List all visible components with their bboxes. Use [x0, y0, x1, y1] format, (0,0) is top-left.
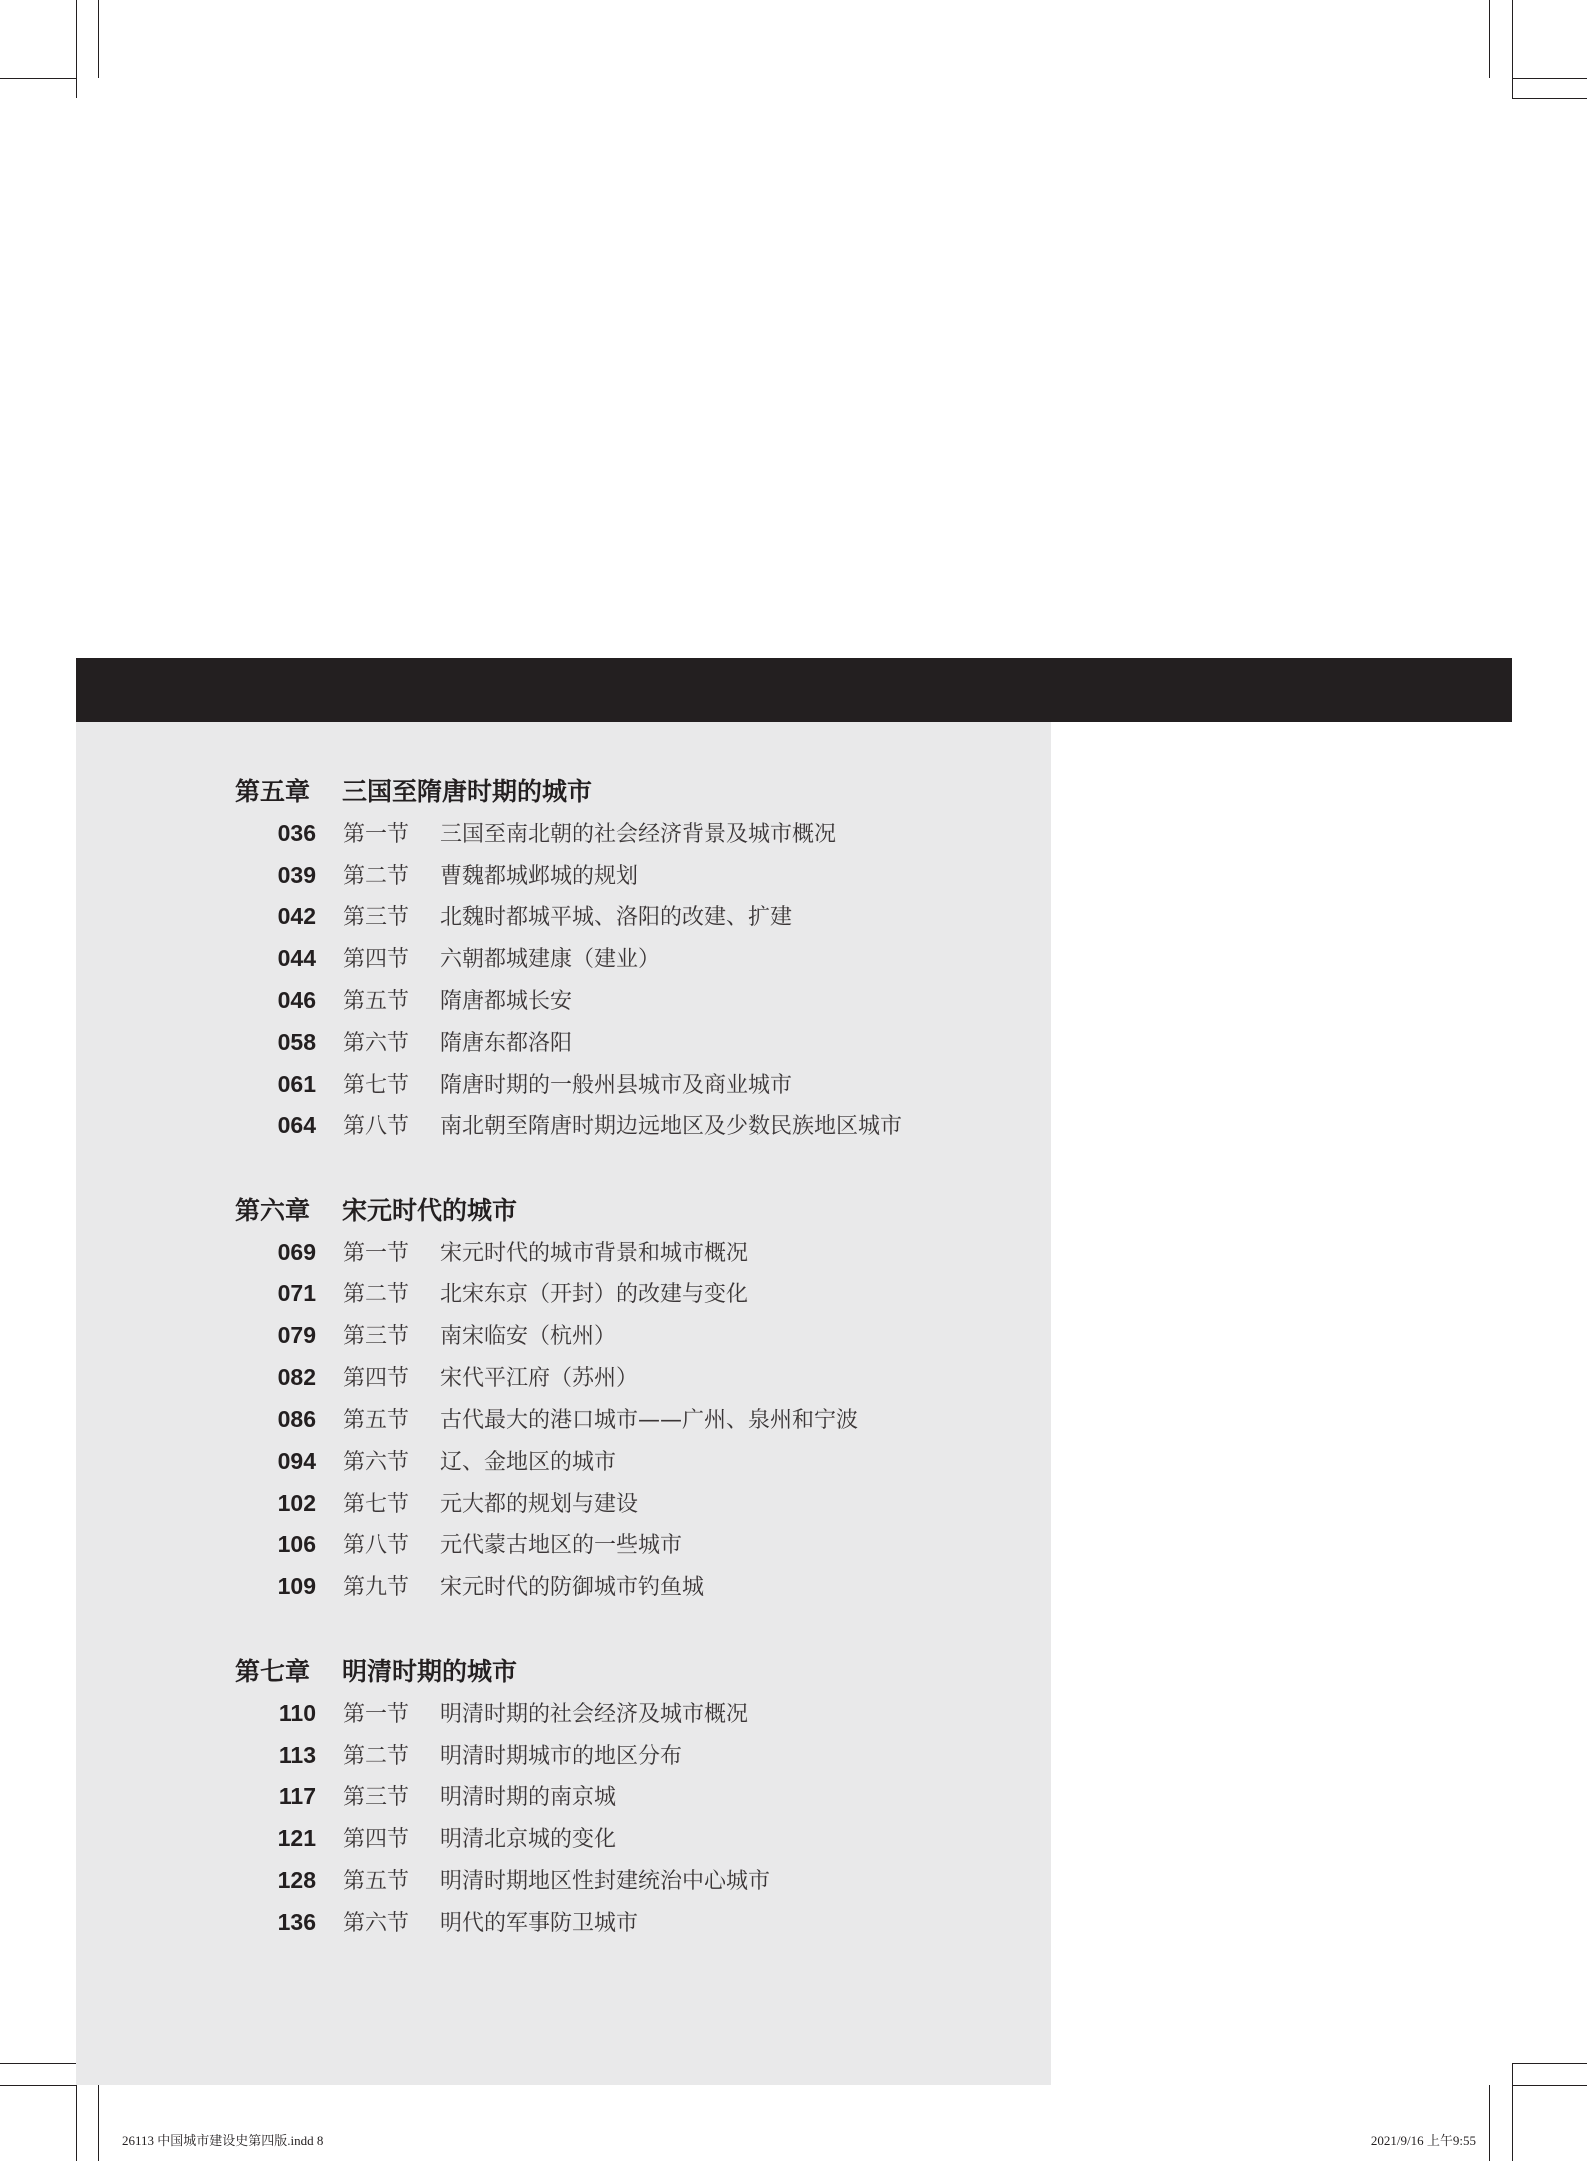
page-number: 082 — [277, 1364, 316, 1390]
toc-entry[interactable] — [200, 1404, 858, 1434]
section-number: 第四节 — [343, 947, 410, 972]
section-number: 第六节 — [343, 1911, 410, 1936]
toc-entry[interactable] — [200, 1069, 792, 1099]
toc-entry[interactable] — [200, 1027, 572, 1057]
page-number: 069 — [277, 1239, 316, 1265]
section-number: 第二节 — [343, 1744, 410, 1769]
section-title: 南北朝至隋唐时期边远地区及少数民族地区城市 — [440, 1114, 903, 1139]
section-number: 第五节 — [343, 1869, 410, 1894]
section-title: 明清时期的社会经济及城市概况 — [440, 1702, 749, 1727]
section-title: 宋元时代的城市背景和城市概况 — [440, 1241, 749, 1266]
section-number: 第四节 — [343, 1827, 410, 1852]
section-title: 宋代平江府（苏州） — [440, 1366, 639, 1391]
toc-entry[interactable] — [200, 1781, 616, 1811]
section-title: 曹魏都城邺城的规划 — [440, 864, 639, 889]
toc-entry[interactable] — [200, 860, 638, 890]
section-title: 元代蒙古地区的一些城市 — [440, 1533, 683, 1558]
section-title: 元大都的规划与建设 — [440, 1492, 639, 1517]
toc-entry[interactable] — [200, 1237, 748, 1267]
toc-entry[interactable] — [200, 1362, 638, 1392]
footer-file-label: 26113 中国城市建设史第四版.indd 8 — [122, 2133, 324, 2148]
section-number: 第五节 — [343, 1408, 410, 1433]
section-title: 南宋临安（杭州） — [440, 1324, 617, 1349]
toc-entry[interactable] — [200, 1278, 748, 1308]
section-number: 第六节 — [343, 1450, 410, 1475]
chapter-number: 第六章 — [235, 1196, 311, 1225]
toc-entry[interactable] — [200, 1740, 682, 1770]
section-title: 明清北京城的变化 — [440, 1827, 617, 1852]
chapter-title — [235, 1196, 517, 1226]
toc-entry[interactable] — [200, 1110, 902, 1140]
page-number: 102 — [277, 1490, 316, 1516]
section-title: 三国至南北朝的社会经济背景及城市概况 — [440, 822, 837, 847]
toc-entry[interactable] — [200, 1488, 638, 1518]
chapter-title — [235, 1657, 517, 1687]
toc-entry[interactable] — [200, 1571, 704, 1601]
page-number: 110 — [278, 1700, 316, 1726]
chapter-title — [235, 777, 592, 807]
page-number: 061 — [277, 1071, 316, 1097]
section-title: 辽、金地区的城市 — [440, 1450, 617, 1475]
page-number: 039 — [277, 862, 316, 888]
section-title: 隋唐都城长安 — [440, 989, 573, 1014]
section-title: 明代的军事防卫城市 — [440, 1911, 639, 1936]
section-title: 明清时期的南京城 — [440, 1785, 617, 1810]
section-number: 第五节 — [343, 989, 410, 1014]
section-title: 宋元时代的防御城市钓鱼城 — [440, 1575, 705, 1600]
section-number: 第一节 — [343, 1241, 410, 1266]
section-number: 第三节 — [343, 905, 410, 930]
page-number: 094 — [277, 1448, 316, 1474]
section-number: 第四节 — [343, 1366, 410, 1391]
footer-timestamp: 2021/9/16 上午9:55 — [1370, 2133, 1476, 2148]
section-number: 第三节 — [343, 1324, 410, 1349]
page-number: 109 — [277, 1573, 316, 1599]
chapter-name: 三国至隋唐时期的城市 — [342, 777, 593, 806]
page-number: 106 — [277, 1531, 316, 1557]
toc-entry[interactable] — [200, 1865, 770, 1895]
section-number: 第一节 — [343, 822, 410, 847]
toc-entry[interactable] — [200, 901, 792, 931]
page-number: 058 — [277, 1029, 316, 1055]
page-number: 086 — [277, 1406, 316, 1432]
toc-entry[interactable] — [200, 818, 836, 848]
chapter-name: 明清时期的城市 — [342, 1657, 518, 1686]
page-number: 079 — [277, 1322, 316, 1348]
section-title: 北宋东京（开封）的改建与变化 — [440, 1282, 749, 1307]
section-number: 第八节 — [343, 1114, 410, 1139]
page-number: 113 — [278, 1742, 316, 1768]
page-number: 042 — [277, 903, 316, 929]
section-number: 第二节 — [343, 864, 410, 889]
chapter-name: 宋元时代的城市 — [342, 1196, 518, 1225]
page-number: 136 — [277, 1909, 316, 1935]
section-title: 北魏时都城平城、洛阳的改建、扩建 — [440, 905, 793, 930]
page-number: 121 — [277, 1825, 316, 1851]
toc-entry[interactable] — [200, 1698, 748, 1728]
toc-entry[interactable] — [200, 985, 572, 1015]
chapter-number: 第五章 — [235, 777, 311, 806]
toc-entry[interactable] — [200, 943, 660, 973]
section-number: 第七节 — [343, 1073, 410, 1098]
toc-entry[interactable] — [200, 1907, 638, 1937]
section-number: 第一节 — [343, 1702, 410, 1727]
section-title: 隋唐东都洛阳 — [440, 1031, 573, 1056]
section-title: 隋唐时期的一般州县城市及商业城市 — [440, 1073, 793, 1098]
page-number: 044 — [277, 945, 316, 971]
page-number: 064 — [277, 1112, 316, 1138]
toc-entry[interactable] — [200, 1446, 616, 1476]
section-number: 第三节 — [343, 1785, 410, 1810]
chapter-number: 第七章 — [235, 1657, 311, 1686]
toc-entry[interactable] — [200, 1529, 682, 1559]
section-number: 第九节 — [343, 1575, 410, 1600]
page-number: 071 — [277, 1280, 316, 1306]
section-title: 明清时期地区性封建统治中心城市 — [440, 1869, 771, 1894]
toc-entry[interactable] — [200, 1823, 616, 1853]
section-title: 古代最大的港口城市——广州、泉州和宁波 — [440, 1408, 859, 1433]
page-number: 036 — [277, 820, 316, 846]
section-number: 第七节 — [343, 1492, 410, 1517]
section-number: 第六节 — [343, 1031, 410, 1056]
section-number: 第八节 — [343, 1533, 410, 1558]
section-title: 明清时期城市的地区分布 — [440, 1744, 683, 1769]
toc-entry[interactable] — [200, 1320, 616, 1350]
section-number: 第二节 — [343, 1282, 410, 1307]
section-title: 六朝都城建康（建业） — [440, 947, 661, 972]
page-number: 117 — [278, 1783, 316, 1809]
page-number: 046 — [277, 987, 316, 1013]
page-number: 128 — [277, 1867, 316, 1893]
